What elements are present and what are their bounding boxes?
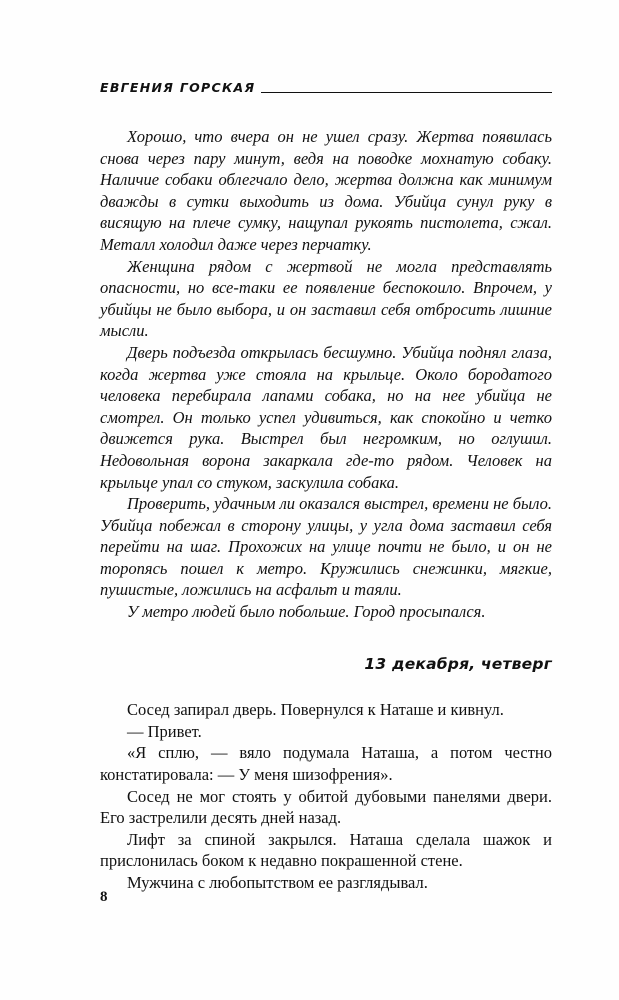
- paragraph: Лифт за спиной закрылся. Наташа сделала шажок и прислонилась боком к недавно покрашенной стене.: [100, 829, 552, 871]
- paragraph: Дверь подъезда открылась бесшумно. Убийца поднял глаза, когда жертва уже стояла на крыльце. Около бородатого человека перебирала лапами собака, но на нее убийца не смотрел. Он только успел удивиться, как спокойно и четко движется рука. Выстрел был негромким, но оглушил. Недовольная ворона закаркала где-то рядом. Человек на крыльце упал со стуком, заскулила собака.: [100, 342, 552, 492]
- paragraph: «Я сплю, — вяло подумала Наташа, а потом честно констатировала: — У меня шизофрения».: [100, 743, 552, 785]
- paragraph: Сосед запирал дверь. Повернулся к Наташе и кивнул.: [127, 700, 504, 720]
- paragraph: Мужчина с любопытством ее разглядывал.: [127, 873, 428, 892]
- paragraph: У метро людей было побольше. Город просыпался.: [127, 602, 486, 622]
- paragraph: Проверить, удачным ли оказался выстрел, времени не было. Убийца побежал в сторону улицы, у угла дома заставил себя перейти на шаг. Прохожих на улице почти не было, и он не торопясь пошел к метро. Кружились снежинки, мягкие, пушистые, ложились на асфальт и таяли.: [100, 494, 552, 600]
- chapter-date-heading: 13 декабря, четверг: [364, 654, 552, 673]
- author-name: ЕВГЕНИЯ ГОРСКАЯ: [100, 80, 256, 95]
- page-text-block: [100, 126, 552, 894]
- header-rule: [261, 92, 552, 93]
- paragraph: — Привет.: [127, 721, 202, 741]
- paragraph: Сосед не мог стоять у обитой дубовыми панелями двери. Его застрелили десять дней назад.: [100, 786, 552, 828]
- running-header: [100, 80, 552, 95]
- page-number: 8: [100, 889, 108, 905]
- paragraph: Хорошо, что вчера он не ушел сразу. Жертва появилась снова через пару минут, ведя на поводке мохнатую собаку. Наличие собаки облегчало дело, жертва должна как минимум дважды в сутки выходить из дома. Убийца сунул руку в висящую на плече сумку, нащупал рукоять пистолета, сжал. Металл холодил даже через перчатку.: [100, 127, 552, 254]
- paragraph: Женщина рядом с жертвой не могла представлять опасности, но все-таки ее появление беспокоило. Впрочем, у убийцы не было выбора, и он заставил себя отбросить лишние мысли.: [100, 256, 552, 341]
